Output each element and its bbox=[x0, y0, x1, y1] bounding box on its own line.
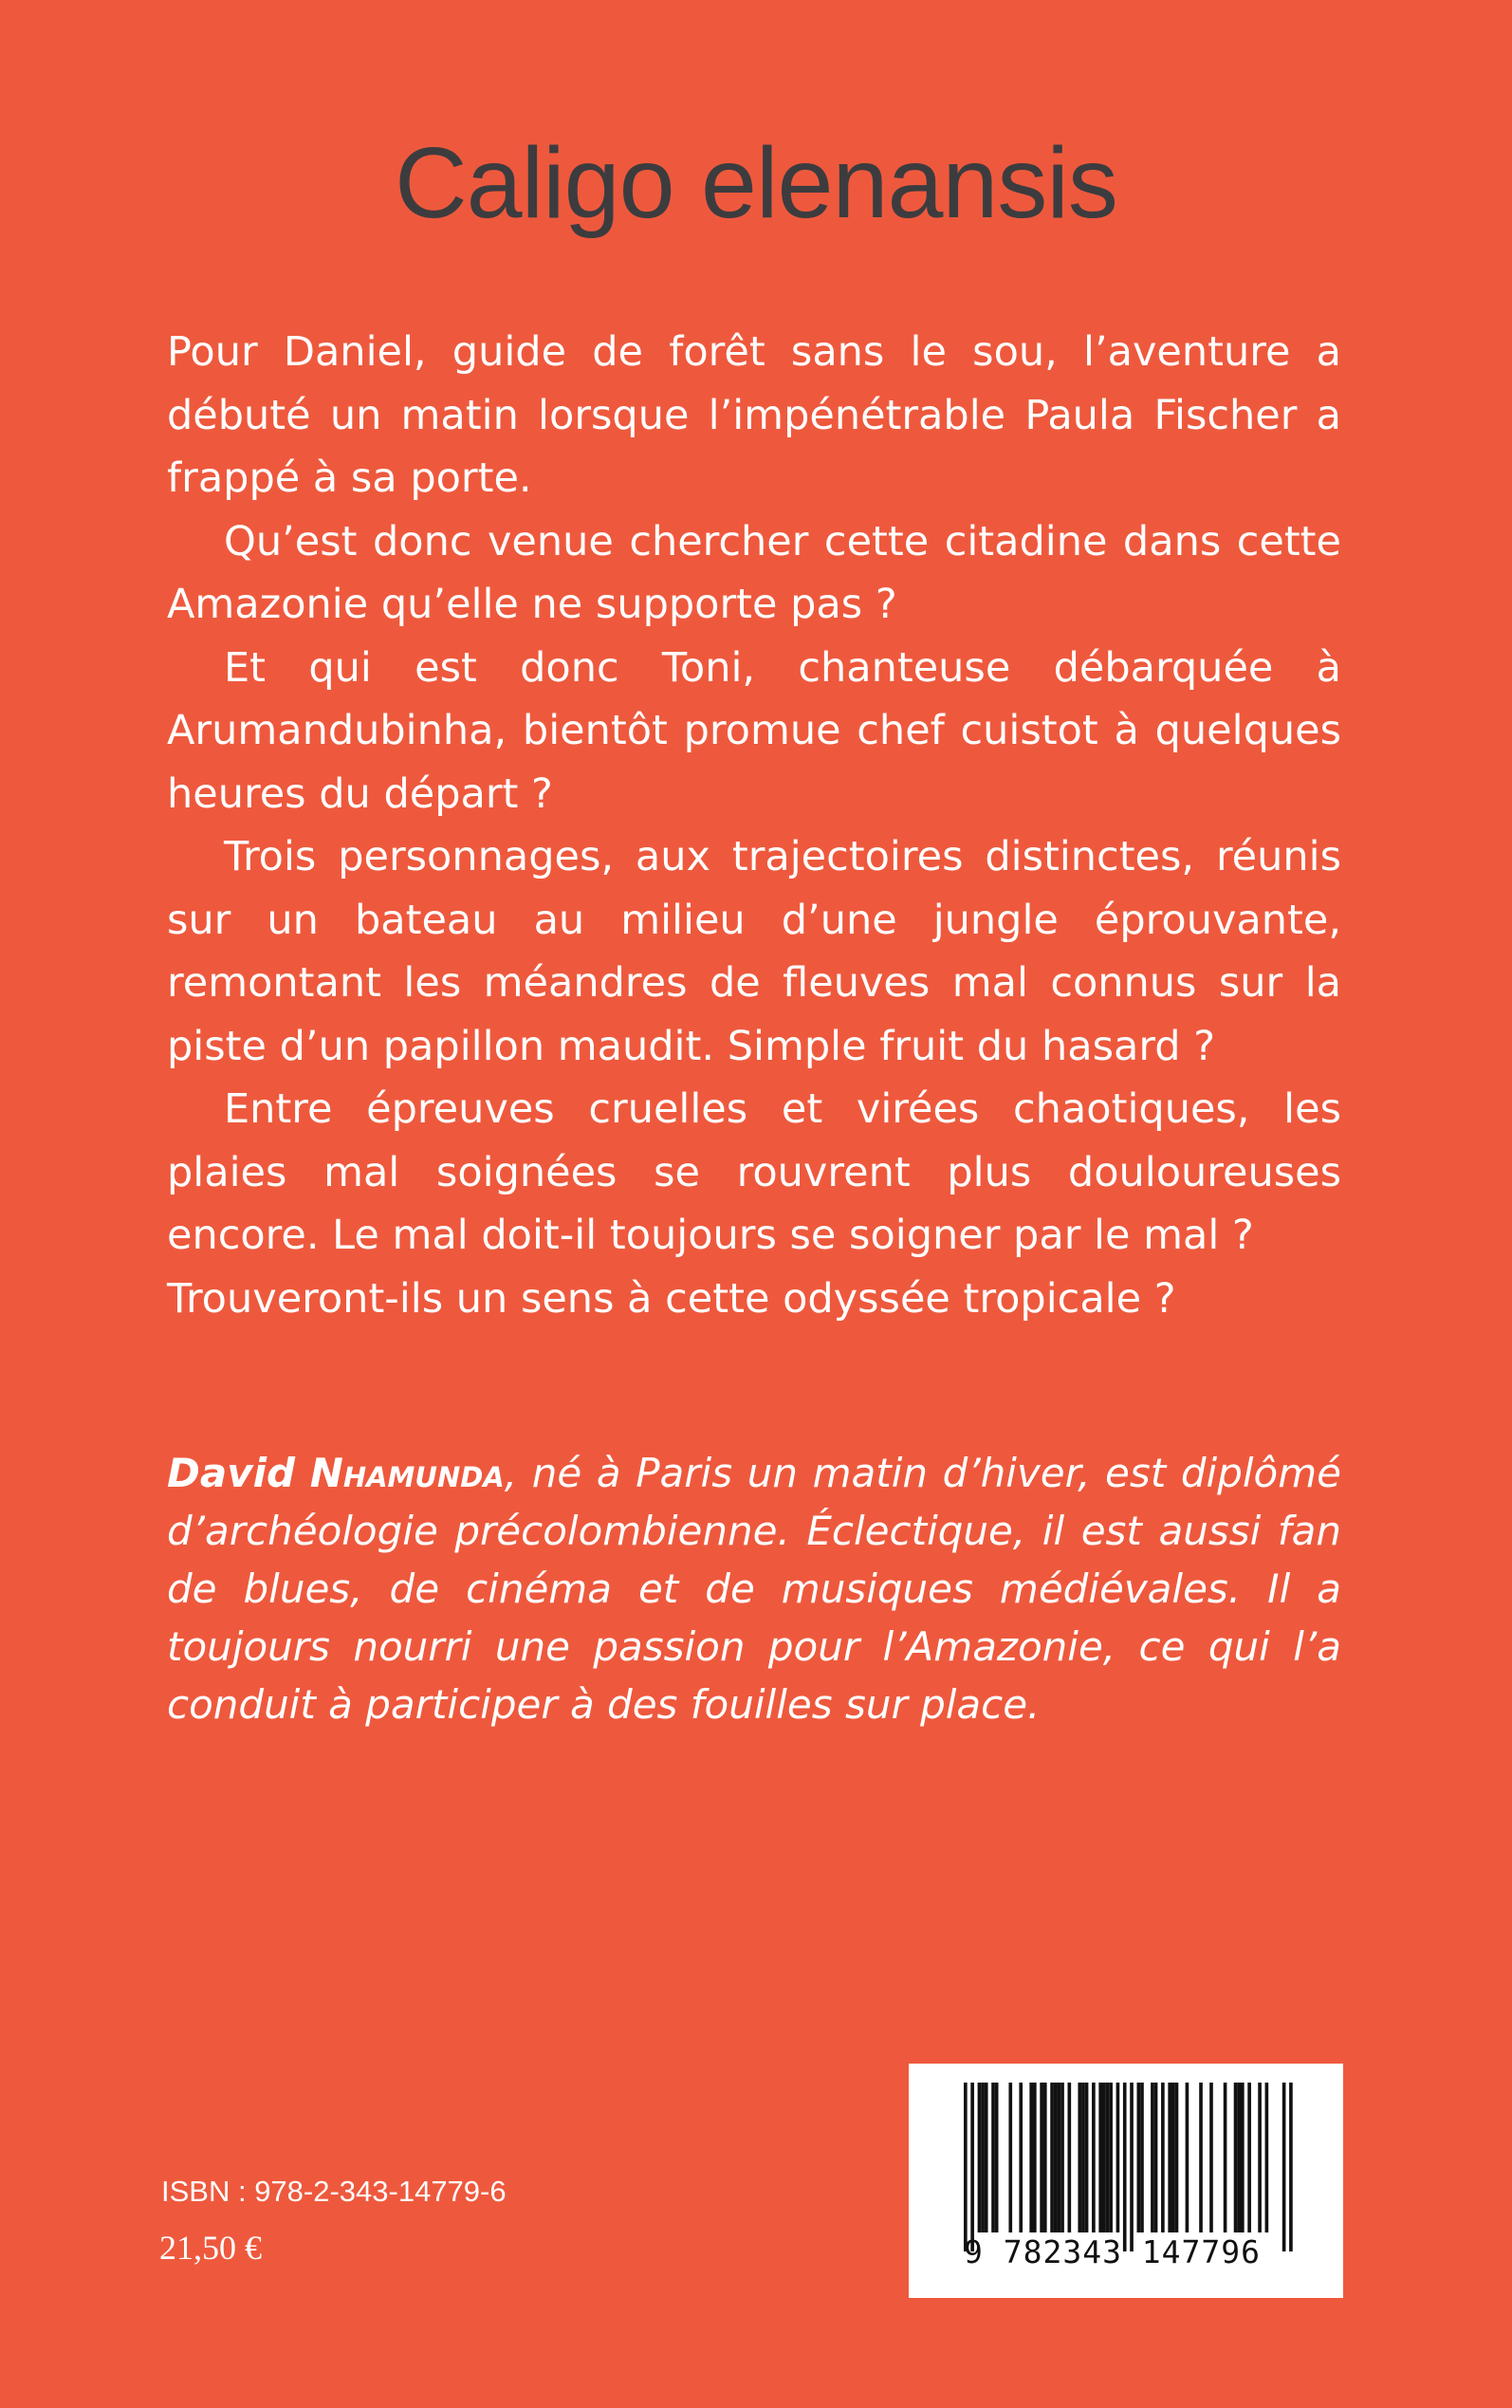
blurb-paragraph: Qu’est donc venue chercher cette citadine dans cette Amazonie qu’elle ne supporte pas ? bbox=[167, 517, 1341, 628]
barcode-bar bbox=[1247, 2083, 1251, 2232]
barcode-bar bbox=[1289, 2083, 1293, 2251]
barcode-bar bbox=[1019, 2083, 1023, 2232]
barcode-bar bbox=[1161, 2083, 1165, 2232]
barcode-bar bbox=[1054, 2083, 1058, 2232]
barcode-bar bbox=[1175, 2083, 1179, 2232]
barcode-bar bbox=[1186, 2083, 1189, 2232]
blurb-paragraph: Pour Daniel, guide de forêt sans le sou, l’aventure a débuté un matin lorsque l’impénétrable Paula Fischer a frappé à sa porte. bbox=[167, 328, 1341, 502]
blurb-paragraph: Trouveront-ils un sens à cette odyssée tropicale ? bbox=[167, 1274, 1176, 1323]
barcode-bar bbox=[1151, 2083, 1154, 2232]
barcode-bar bbox=[1258, 2083, 1262, 2232]
barcode-bar bbox=[1234, 2083, 1238, 2232]
barcode-bar bbox=[1060, 2083, 1064, 2232]
barcode-bar bbox=[1209, 2083, 1213, 2232]
barcode-bar bbox=[1168, 2083, 1171, 2232]
barcode-bar bbox=[970, 2083, 974, 2251]
blurb-paragraph: Entre épreuves cruelles et virées chaotiques, les plaies mal soignées se rouvrent plus douloureuses encore. Le mal doit-il toujours se soigner par le mal ? bbox=[167, 1085, 1341, 1259]
barcode-bar bbox=[1085, 2083, 1089, 2232]
isbn-label: ISBN : 978-2-343-14779-6 bbox=[161, 2175, 507, 2208]
barcode-bar bbox=[1265, 2083, 1269, 2232]
barcode-bar bbox=[985, 2083, 988, 2232]
barcode-bar bbox=[1081, 2083, 1085, 2232]
barcode-bar bbox=[1102, 2083, 1106, 2232]
barcode-bar bbox=[1237, 2083, 1241, 2232]
back-cover-blurb bbox=[167, 321, 1341, 1330]
barcode-bar bbox=[1106, 2083, 1110, 2232]
author-first-name: David bbox=[167, 1450, 296, 1496]
barcode-bar bbox=[1123, 2083, 1127, 2251]
barcode-bar bbox=[1078, 2083, 1081, 2232]
barcode-bar bbox=[1043, 2083, 1047, 2232]
barcode-bar bbox=[1029, 2083, 1033, 2232]
barcode-bar bbox=[1171, 2083, 1175, 2232]
barcode-bar bbox=[991, 2083, 995, 2232]
barcode-bar bbox=[1008, 2083, 1012, 2232]
barcode-bar bbox=[1199, 2083, 1203, 2232]
author-bio bbox=[167, 1444, 1341, 1733]
barcode-bar bbox=[1154, 2083, 1158, 2232]
barcode-bar bbox=[964, 2083, 968, 2251]
barcode-bar bbox=[1116, 2083, 1120, 2232]
barcode-bar bbox=[1137, 2083, 1141, 2232]
barcode-bar bbox=[1092, 2083, 1096, 2232]
barcode-bar bbox=[1068, 2083, 1072, 2232]
barcode-bar bbox=[1224, 2083, 1227, 2232]
author-last-name: Nhamunda bbox=[309, 1450, 505, 1496]
blurb-paragraph: Et qui est donc Toni, chanteuse débarquée à Arumandubinha, bientôt promue chef cuistot à quelques heures du départ ? bbox=[167, 643, 1341, 818]
barcode bbox=[909, 2064, 1343, 2298]
barcode-bar bbox=[1033, 2083, 1037, 2232]
blurb-paragraph: Trois personnages, aux trajectoires distinctes, réunis sur un bateau au milieu d’une jungle éprouvante, remontant les méandres de fleuves mal connus sur la piste d’un papillon maudit. Simple fruit du hasard ? bbox=[167, 833, 1341, 1070]
author-bio-text: , né à Paris un matin d’hiver, est diplômé d’archéologie précolombienne. Éclectique, il est aussi fan de blues, de cinéma et de musiques médiévales. Il a toujours nourri une passion pour l’Amazonie, ce qui l’a conduit à participer à des fouilles sur place. bbox=[167, 1450, 1341, 1728]
barcode-bar bbox=[1282, 2083, 1286, 2251]
barcode-bar bbox=[1140, 2083, 1144, 2232]
barcode-bar bbox=[1130, 2083, 1134, 2251]
price-label: 21,50 € bbox=[159, 2229, 262, 2267]
barcode-bar bbox=[995, 2083, 999, 2232]
barcode-bar bbox=[981, 2083, 985, 2232]
barcode-bar bbox=[1040, 2083, 1043, 2232]
book-title: Caligo elenansis bbox=[395, 127, 1117, 239]
barcode-bar bbox=[1050, 2083, 1054, 2232]
barcode-bar bbox=[1241, 2083, 1245, 2232]
barcode-bar bbox=[1098, 2083, 1102, 2232]
barcode-digits: 9 782343 147796 bbox=[964, 2233, 1262, 2270]
barcode-bar bbox=[1058, 2083, 1061, 2232]
barcode-bar bbox=[1109, 2083, 1113, 2232]
barcode-bar bbox=[978, 2083, 982, 2232]
